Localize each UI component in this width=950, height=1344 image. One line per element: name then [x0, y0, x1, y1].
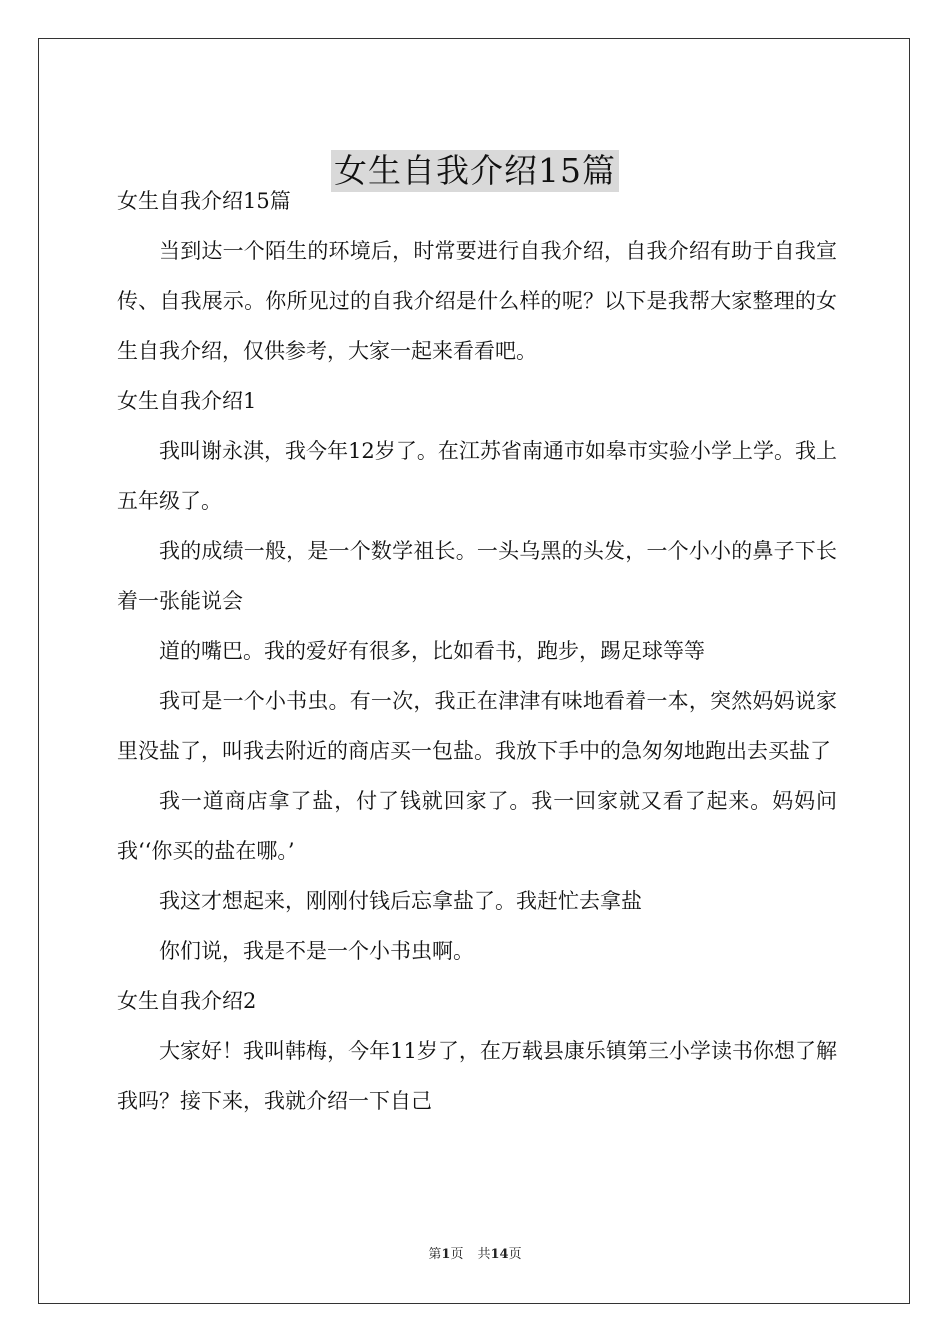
footer-total-prefix: 共 — [477, 1247, 491, 1262]
paragraph: 我一道商店拿了盐，付了钱就回家了。我一回家就又看了起来。妈妈问我‘‘你买的盐在哪。’ — [117, 789, 837, 863]
document-title: 女生自我介绍15篇 — [331, 150, 619, 192]
footer-total-suffix: 页 — [508, 1247, 522, 1262]
paragraph: 道的嘴巴。我的爱好有很多，比如看书，跑步，踢足球等等 — [159, 639, 705, 663]
paragraph: 女生自我介绍15篇 — [117, 189, 291, 213]
paragraph: 我可是一个小书虫。有一次，我正在津津有味地看着一本，突然妈妈说家里没盐了，叫我去附近的商店买一包盐。我放下手中的急匆匆地跑出去买盐了 — [117, 689, 837, 763]
paragraph: 当到达一个陌生的环境后，时常要进行自我介绍，自我介绍有助于自我宣传、自我展示。你所见过的自我介绍是什么样的呢？以下是我帮大家整理的女生自我介绍，仅供参考，大家一起来看看吧。 — [117, 239, 837, 363]
page-footer — [0, 1245, 950, 1265]
paragraph: 你们说，我是不是一个小书虫啊。 — [159, 939, 474, 963]
paragraph: 我这才想起来，刚刚付钱后忘拿盐了。我赶忙去拿盐 — [159, 889, 642, 913]
document-body — [117, 176, 837, 1126]
footer-page-suffix: 页 — [450, 1247, 464, 1262]
footer-prefix: 第 — [428, 1247, 442, 1262]
paragraph: 我叫谢永淇，我今年12岁了。在江苏省南通市如皋市实验小学上学。我上五年级了。 — [117, 439, 837, 513]
paragraph: 女生自我介绍2 — [117, 989, 257, 1013]
paragraph: 我的成绩一般，是一个数学祖长。一头乌黑的头发，一个小小的鼻子下长着一张能说会 — [117, 539, 837, 613]
footer-total-pages: 14 — [490, 1247, 509, 1262]
footer-current-page: 1 — [441, 1247, 451, 1262]
paragraph: 女生自我介绍1 — [117, 389, 257, 413]
paragraph: 大家好！我叫韩梅，今年11岁了，在万载县康乐镇第三小学读书你想了解我吗？接下来，我就介绍一下自己 — [117, 1039, 837, 1113]
